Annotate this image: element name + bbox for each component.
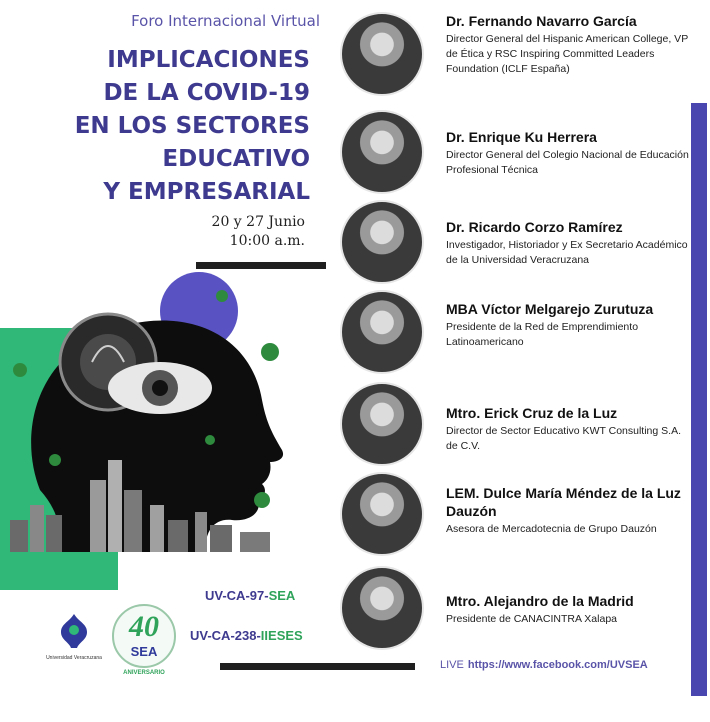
code1-suffix: SEA xyxy=(268,588,296,603)
speaker-name: Dr. Ricardo Corzo Ramírez xyxy=(446,219,623,235)
speaker-role: Presidente de la Red de Emprendimiento Latinoamericano xyxy=(446,321,639,348)
code-uv-ca-238 xyxy=(190,628,303,643)
speaker-photo xyxy=(340,290,424,374)
title-line-1: IMPLICACIONES xyxy=(107,47,310,73)
sea-ring xyxy=(112,604,176,668)
speaker-role: Investigador, Historiador y Ex Secretario Académico de la Universidad Veracruzana xyxy=(446,239,688,266)
uv-caption: Universidad Veracruzana xyxy=(46,655,102,661)
event-title xyxy=(40,44,310,209)
title-line-3: EN LOS SECTORES xyxy=(74,113,310,139)
live-url[interactable]: https://www.facebook.com/UVSEA xyxy=(467,659,648,671)
speaker-name: Mtro. Erick Cruz de la Luz xyxy=(446,405,618,421)
divider-bar-top xyxy=(196,262,326,269)
date-text: 20 y 27 Junio xyxy=(211,214,305,230)
sea-number: 40 xyxy=(129,610,159,643)
speaker-name: Dr. Fernando Navarro García xyxy=(446,13,637,29)
code2-prefix: UV-CA-238- xyxy=(190,628,261,643)
code1-prefix: UV-CA-97- xyxy=(205,588,269,603)
speaker-card xyxy=(340,472,690,562)
title-line-5: Y EMPRESARIAL xyxy=(103,179,310,205)
speaker-photo xyxy=(340,382,424,466)
uv-logo xyxy=(42,612,106,682)
title-line-2: DE LA COVID-19 xyxy=(103,80,310,106)
speaker-role: Presidente de CANACINTRA Xalapa xyxy=(446,613,617,625)
speaker-photo xyxy=(340,472,424,556)
code-uv-ca-97 xyxy=(205,588,295,603)
speaker-name: LEM. Dulce María Méndez de la Luz Dauzón xyxy=(446,485,681,519)
live-prefix: LIVE xyxy=(440,659,464,671)
event-date xyxy=(160,213,305,251)
speaker-role: Asesora de Mercadotecnia de Grupo Dauzón xyxy=(446,523,657,535)
speaker-role: Director General del Colegio Nacional de Educación Profesional Técnica xyxy=(446,149,689,176)
uv-emblem-icon xyxy=(57,612,91,652)
speaker-photo xyxy=(340,566,424,650)
speaker-card xyxy=(340,12,690,102)
speaker-photo xyxy=(340,200,424,284)
speaker-photo xyxy=(340,110,424,194)
code2-suffix: IIESES xyxy=(260,628,303,643)
speaker-name: MBA Víctor Melgarejo Zurutuza xyxy=(446,301,654,317)
right-accent-bar xyxy=(691,103,707,696)
event-label: Foro Internacional Virtual xyxy=(131,12,320,30)
speaker-name: Mtro. Alejandro de la Madrid xyxy=(446,593,634,609)
speaker-card xyxy=(340,110,690,200)
title-line-4: EDUCATIVO xyxy=(162,146,310,172)
speaker-card xyxy=(340,382,690,472)
sea-caption: ANIVERSARIO xyxy=(123,670,165,676)
head-silhouette-illustration xyxy=(0,290,330,560)
speaker-card xyxy=(340,290,690,380)
sea-text: SEA xyxy=(130,644,158,659)
speaker-role: Director de Sector Educativo KWT Consulting S.A. de C.V. xyxy=(446,425,681,452)
sea-40-logo xyxy=(108,604,180,682)
speaker-card xyxy=(340,566,690,656)
live-stream-link[interactable] xyxy=(440,659,648,671)
time-text: 10:00 a.m. xyxy=(229,233,305,249)
divider-bar-bottom xyxy=(220,663,415,670)
speaker-name: Dr. Enrique Ku Herrera xyxy=(446,129,597,145)
speaker-card xyxy=(340,200,690,290)
speaker-photo xyxy=(340,12,424,96)
speaker-role: Director General del Hispanic American College, VP de Ética y RSC Inspiring Committed Leaders Foundation (ICLF España) xyxy=(446,33,689,75)
